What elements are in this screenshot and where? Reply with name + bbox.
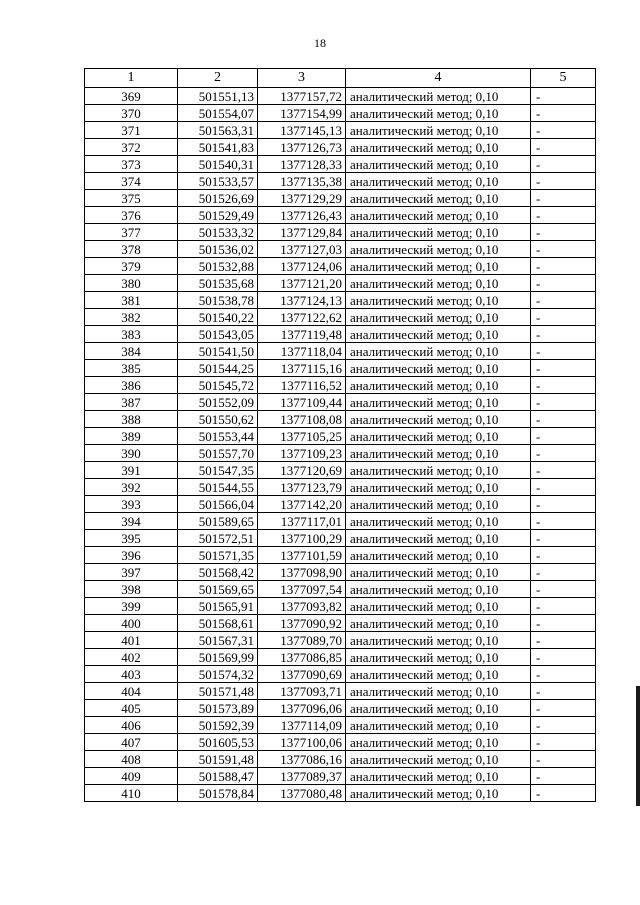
y-coordinate-cell: 1377126,73 — [258, 139, 346, 156]
note-cell: - — [531, 513, 596, 530]
note-cell: - — [531, 241, 596, 258]
table-row — [85, 751, 596, 768]
x-coordinate-cell: 501569,65 — [178, 581, 258, 598]
x-coordinate-cell: 501554,07 — [178, 105, 258, 122]
table-row — [85, 343, 596, 360]
point-number-cell: 381 — [85, 292, 178, 309]
point-number-cell: 403 — [85, 666, 178, 683]
note-cell: - — [531, 258, 596, 275]
method-cell: аналитический метод; 0,10 — [346, 581, 531, 598]
y-coordinate-cell: 1377145,13 — [258, 122, 346, 139]
note-cell: - — [531, 156, 596, 173]
y-coordinate-cell: 1377127,03 — [258, 241, 346, 258]
point-number-cell: 399 — [85, 598, 178, 615]
table-row — [85, 428, 596, 445]
y-coordinate-cell: 1377090,69 — [258, 666, 346, 683]
method-cell: аналитический метод; 0,10 — [346, 343, 531, 360]
note-cell: - — [531, 768, 596, 785]
x-coordinate-cell: 501533,57 — [178, 173, 258, 190]
point-number-cell: 371 — [85, 122, 178, 139]
method-cell: аналитический метод; 0,10 — [346, 190, 531, 207]
x-coordinate-cell: 501569,99 — [178, 649, 258, 666]
y-coordinate-cell: 1377089,70 — [258, 632, 346, 649]
method-cell: аналитический метод; 0,10 — [346, 564, 531, 581]
method-cell: аналитический метод; 0,10 — [346, 598, 531, 615]
y-coordinate-cell: 1377142,20 — [258, 496, 346, 513]
point-number-cell: 393 — [85, 496, 178, 513]
point-number-cell: 390 — [85, 445, 178, 462]
table-row — [85, 105, 596, 122]
y-coordinate-cell: 1377105,25 — [258, 428, 346, 445]
table-row — [85, 173, 596, 190]
table-row — [85, 462, 596, 479]
method-cell: аналитический метод; 0,10 — [346, 224, 531, 241]
x-coordinate-cell: 501565,91 — [178, 598, 258, 615]
point-number-cell: 379 — [85, 258, 178, 275]
method-cell: аналитический метод; 0,10 — [346, 496, 531, 513]
point-number-cell: 388 — [85, 411, 178, 428]
header-row — [85, 69, 596, 88]
method-cell: аналитический метод; 0,10 — [346, 241, 531, 258]
header-col-5: 5 — [531, 69, 596, 88]
table-row — [85, 394, 596, 411]
table-row — [85, 190, 596, 207]
note-cell: - — [531, 275, 596, 292]
header-col-3: 3 — [258, 69, 346, 88]
point-number-cell: 378 — [85, 241, 178, 258]
note-cell: - — [531, 547, 596, 564]
y-coordinate-cell: 1377128,33 — [258, 156, 346, 173]
table-row — [85, 564, 596, 581]
point-number-cell: 408 — [85, 751, 178, 768]
y-coordinate-cell: 1377129,84 — [258, 224, 346, 241]
y-coordinate-cell: 1377116,52 — [258, 377, 346, 394]
x-coordinate-cell: 501592,39 — [178, 717, 258, 734]
method-cell: аналитический метод; 0,10 — [346, 139, 531, 156]
note-cell: - — [531, 173, 596, 190]
y-coordinate-cell: 1377118,04 — [258, 343, 346, 360]
y-coordinate-cell: 1377123,79 — [258, 479, 346, 496]
x-coordinate-cell: 501568,61 — [178, 615, 258, 632]
method-cell: аналитический метод; 0,10 — [346, 445, 531, 462]
point-number-cell: 387 — [85, 394, 178, 411]
y-coordinate-cell: 1377108,08 — [258, 411, 346, 428]
method-cell: аналитический метод; 0,10 — [346, 513, 531, 530]
y-coordinate-cell: 1377114,09 — [258, 717, 346, 734]
point-number-cell: 405 — [85, 700, 178, 717]
note-cell: - — [531, 479, 596, 496]
method-cell: аналитический метод; 0,10 — [346, 360, 531, 377]
table-row — [85, 666, 596, 683]
method-cell: аналитический метод; 0,10 — [346, 700, 531, 717]
point-number-cell: 377 — [85, 224, 178, 241]
x-coordinate-cell: 501568,42 — [178, 564, 258, 581]
note-cell: - — [531, 411, 596, 428]
note-cell: - — [531, 496, 596, 513]
point-number-cell: 401 — [85, 632, 178, 649]
x-coordinate-cell: 501541,83 — [178, 139, 258, 156]
method-cell: аналитический метод; 0,10 — [346, 275, 531, 292]
point-number-cell: 389 — [85, 428, 178, 445]
x-coordinate-cell: 501545,72 — [178, 377, 258, 394]
note-cell: - — [531, 360, 596, 377]
point-number-cell: 392 — [85, 479, 178, 496]
header-col-4: 4 — [346, 69, 531, 88]
note-cell: - — [531, 649, 596, 666]
x-coordinate-cell: 501550,62 — [178, 411, 258, 428]
y-coordinate-cell: 1377096,06 — [258, 700, 346, 717]
table-row — [85, 122, 596, 139]
method-cell: аналитический метод; 0,10 — [346, 88, 531, 105]
table-row — [85, 241, 596, 258]
y-coordinate-cell: 1377093,71 — [258, 683, 346, 700]
x-coordinate-cell: 501541,50 — [178, 343, 258, 360]
table-row — [85, 581, 596, 598]
page-number: 18 — [314, 36, 326, 50]
point-number-cell: 369 — [85, 88, 178, 105]
y-coordinate-cell: 1377122,62 — [258, 309, 346, 326]
table-row — [85, 224, 596, 241]
method-cell: аналитический метод; 0,10 — [346, 122, 531, 139]
method-cell: аналитический метод; 0,10 — [346, 428, 531, 445]
note-cell: - — [531, 224, 596, 241]
method-cell: аналитический метод; 0,10 — [346, 530, 531, 547]
x-coordinate-cell: 501574,32 — [178, 666, 258, 683]
table-row — [85, 139, 596, 156]
point-number-cell: 383 — [85, 326, 178, 343]
y-coordinate-cell: 1377129,29 — [258, 190, 346, 207]
method-cell: аналитический метод; 0,10 — [346, 156, 531, 173]
point-number-cell: 404 — [85, 683, 178, 700]
note-cell: - — [531, 717, 596, 734]
x-coordinate-cell: 501540,22 — [178, 309, 258, 326]
point-number-cell: 398 — [85, 581, 178, 598]
note-cell: - — [531, 666, 596, 683]
y-coordinate-cell: 1377154,99 — [258, 105, 346, 122]
method-cell: аналитический метод; 0,10 — [346, 292, 531, 309]
x-coordinate-cell: 501529,49 — [178, 207, 258, 224]
y-coordinate-cell: 1377089,37 — [258, 768, 346, 785]
point-number-cell: 385 — [85, 360, 178, 377]
method-cell: аналитический метод; 0,10 — [346, 615, 531, 632]
point-number-cell: 374 — [85, 173, 178, 190]
table-row — [85, 717, 596, 734]
table-row — [85, 768, 596, 785]
point-number-cell: 373 — [85, 156, 178, 173]
coordinates-table — [84, 68, 596, 802]
y-coordinate-cell: 1377109,44 — [258, 394, 346, 411]
x-coordinate-cell: 501533,32 — [178, 224, 258, 241]
table-row — [85, 649, 596, 666]
table-header — [85, 69, 596, 88]
note-cell: - — [531, 88, 596, 105]
y-coordinate-cell: 1377157,72 — [258, 88, 346, 105]
x-coordinate-cell: 501536,02 — [178, 241, 258, 258]
method-cell: аналитический метод; 0,10 — [346, 258, 531, 275]
method-cell: аналитический метод; 0,10 — [346, 173, 531, 190]
y-coordinate-cell: 1377097,54 — [258, 581, 346, 598]
point-number-cell: 406 — [85, 717, 178, 734]
point-number-cell: 402 — [85, 649, 178, 666]
x-coordinate-cell: 501578,84 — [178, 785, 258, 802]
x-coordinate-cell: 501573,89 — [178, 700, 258, 717]
x-coordinate-cell: 501605,53 — [178, 734, 258, 751]
note-cell: - — [531, 207, 596, 224]
table-row — [85, 479, 596, 496]
x-coordinate-cell: 501557,70 — [178, 445, 258, 462]
note-cell: - — [531, 751, 596, 768]
note-cell: - — [531, 632, 596, 649]
note-cell: - — [531, 700, 596, 717]
note-cell: - — [531, 122, 596, 139]
table-row — [85, 785, 596, 802]
method-cell: аналитический метод; 0,10 — [346, 768, 531, 785]
x-coordinate-cell: 501547,35 — [178, 462, 258, 479]
table-body — [85, 88, 596, 802]
point-number-cell: 376 — [85, 207, 178, 224]
x-coordinate-cell: 501589,65 — [178, 513, 258, 530]
table-row — [85, 275, 596, 292]
x-coordinate-cell: 501543,05 — [178, 326, 258, 343]
header-col-2: 2 — [178, 69, 258, 88]
point-number-cell: 407 — [85, 734, 178, 751]
table-row — [85, 309, 596, 326]
note-cell: - — [531, 326, 596, 343]
table-row — [85, 615, 596, 632]
method-cell: аналитический метод; 0,10 — [346, 105, 531, 122]
point-number-cell: 382 — [85, 309, 178, 326]
method-cell: аналитический метод; 0,10 — [346, 632, 531, 649]
point-number-cell: 370 — [85, 105, 178, 122]
point-number-cell: 386 — [85, 377, 178, 394]
point-number-cell: 384 — [85, 343, 178, 360]
method-cell: аналитический метод; 0,10 — [346, 207, 531, 224]
x-coordinate-cell: 501563,31 — [178, 122, 258, 139]
note-cell: - — [531, 445, 596, 462]
note-cell: - — [531, 785, 596, 802]
x-coordinate-cell: 501544,25 — [178, 360, 258, 377]
x-coordinate-cell: 501535,68 — [178, 275, 258, 292]
table-row — [85, 377, 596, 394]
point-number-cell: 375 — [85, 190, 178, 207]
y-coordinate-cell: 1377115,16 — [258, 360, 346, 377]
x-coordinate-cell: 501571,48 — [178, 683, 258, 700]
note-cell: - — [531, 734, 596, 751]
method-cell: аналитический метод; 0,10 — [346, 751, 531, 768]
method-cell: аналитический метод; 0,10 — [346, 649, 531, 666]
x-coordinate-cell: 501540,31 — [178, 156, 258, 173]
x-coordinate-cell: 501526,69 — [178, 190, 258, 207]
y-coordinate-cell: 1377135,38 — [258, 173, 346, 190]
table-row — [85, 326, 596, 343]
method-cell: аналитический метод; 0,10 — [346, 326, 531, 343]
note-cell: - — [531, 428, 596, 445]
note-cell: - — [531, 190, 596, 207]
note-cell: - — [531, 462, 596, 479]
x-coordinate-cell: 501571,35 — [178, 547, 258, 564]
y-coordinate-cell: 1377090,92 — [258, 615, 346, 632]
note-cell: - — [531, 564, 596, 581]
table-row — [85, 360, 596, 377]
method-cell: аналитический метод; 0,10 — [346, 479, 531, 496]
table-row — [85, 496, 596, 513]
table-row — [85, 258, 596, 275]
method-cell: аналитический метод; 0,10 — [346, 785, 531, 802]
method-cell: аналитический метод; 0,10 — [346, 394, 531, 411]
table-row — [85, 207, 596, 224]
point-number-cell: 391 — [85, 462, 178, 479]
y-coordinate-cell: 1377124,06 — [258, 258, 346, 275]
method-cell: аналитический метод; 0,10 — [346, 734, 531, 751]
table-row — [85, 734, 596, 751]
table-row — [85, 445, 596, 462]
y-coordinate-cell: 1377086,85 — [258, 649, 346, 666]
table-row — [85, 683, 596, 700]
note-cell: - — [531, 292, 596, 309]
table-row — [85, 292, 596, 309]
x-coordinate-cell: 501553,44 — [178, 428, 258, 445]
y-coordinate-cell: 1377100,29 — [258, 530, 346, 547]
table-row — [85, 547, 596, 564]
x-coordinate-cell: 501538,78 — [178, 292, 258, 309]
method-cell: аналитический метод; 0,10 — [346, 683, 531, 700]
table-row — [85, 513, 596, 530]
table-row — [85, 632, 596, 649]
y-coordinate-cell: 1377093,82 — [258, 598, 346, 615]
point-number-cell: 409 — [85, 768, 178, 785]
note-cell: - — [531, 105, 596, 122]
y-coordinate-cell: 1377126,43 — [258, 207, 346, 224]
note-cell: - — [531, 530, 596, 547]
y-coordinate-cell: 1377109,23 — [258, 445, 346, 462]
point-number-cell: 397 — [85, 564, 178, 581]
method-cell: аналитический метод; 0,10 — [346, 547, 531, 564]
x-coordinate-cell: 501544,55 — [178, 479, 258, 496]
scan-edge-mark — [636, 686, 640, 806]
note-cell: - — [531, 683, 596, 700]
table-row — [85, 598, 596, 615]
point-number-cell: 372 — [85, 139, 178, 156]
y-coordinate-cell: 1377101,59 — [258, 547, 346, 564]
note-cell: - — [531, 343, 596, 360]
y-coordinate-cell: 1377086,16 — [258, 751, 346, 768]
method-cell: аналитический метод; 0,10 — [346, 462, 531, 479]
point-number-cell: 410 — [85, 785, 178, 802]
x-coordinate-cell: 501551,13 — [178, 88, 258, 105]
note-cell: - — [531, 394, 596, 411]
table-row — [85, 88, 596, 105]
x-coordinate-cell: 501532,88 — [178, 258, 258, 275]
y-coordinate-cell: 1377120,69 — [258, 462, 346, 479]
x-coordinate-cell: 501588,47 — [178, 768, 258, 785]
point-number-cell: 395 — [85, 530, 178, 547]
x-coordinate-cell: 501567,31 — [178, 632, 258, 649]
y-coordinate-cell: 1377121,20 — [258, 275, 346, 292]
method-cell: аналитический метод; 0,10 — [346, 717, 531, 734]
method-cell: аналитический метод; 0,10 — [346, 666, 531, 683]
note-cell: - — [531, 598, 596, 615]
x-coordinate-cell: 501552,09 — [178, 394, 258, 411]
note-cell: - — [531, 615, 596, 632]
y-coordinate-cell: 1377080,48 — [258, 785, 346, 802]
point-number-cell: 380 — [85, 275, 178, 292]
x-coordinate-cell: 501591,48 — [178, 751, 258, 768]
x-coordinate-cell: 501566,04 — [178, 496, 258, 513]
method-cell: аналитический метод; 0,10 — [346, 411, 531, 428]
x-coordinate-cell: 501572,51 — [178, 530, 258, 547]
header-col-1: 1 — [85, 69, 178, 88]
table-row — [85, 530, 596, 547]
note-cell: - — [531, 581, 596, 598]
method-cell: аналитический метод; 0,10 — [346, 309, 531, 326]
table-row — [85, 700, 596, 717]
y-coordinate-cell: 1377119,48 — [258, 326, 346, 343]
point-number-cell: 394 — [85, 513, 178, 530]
table-row — [85, 411, 596, 428]
table-row — [85, 156, 596, 173]
point-number-cell: 400 — [85, 615, 178, 632]
note-cell: - — [531, 309, 596, 326]
method-cell: аналитический метод; 0,10 — [346, 377, 531, 394]
note-cell: - — [531, 139, 596, 156]
y-coordinate-cell: 1377117,01 — [258, 513, 346, 530]
y-coordinate-cell: 1377124,13 — [258, 292, 346, 309]
note-cell: - — [531, 377, 596, 394]
y-coordinate-cell: 1377098,90 — [258, 564, 346, 581]
y-coordinate-cell: 1377100,06 — [258, 734, 346, 751]
point-number-cell: 396 — [85, 547, 178, 564]
